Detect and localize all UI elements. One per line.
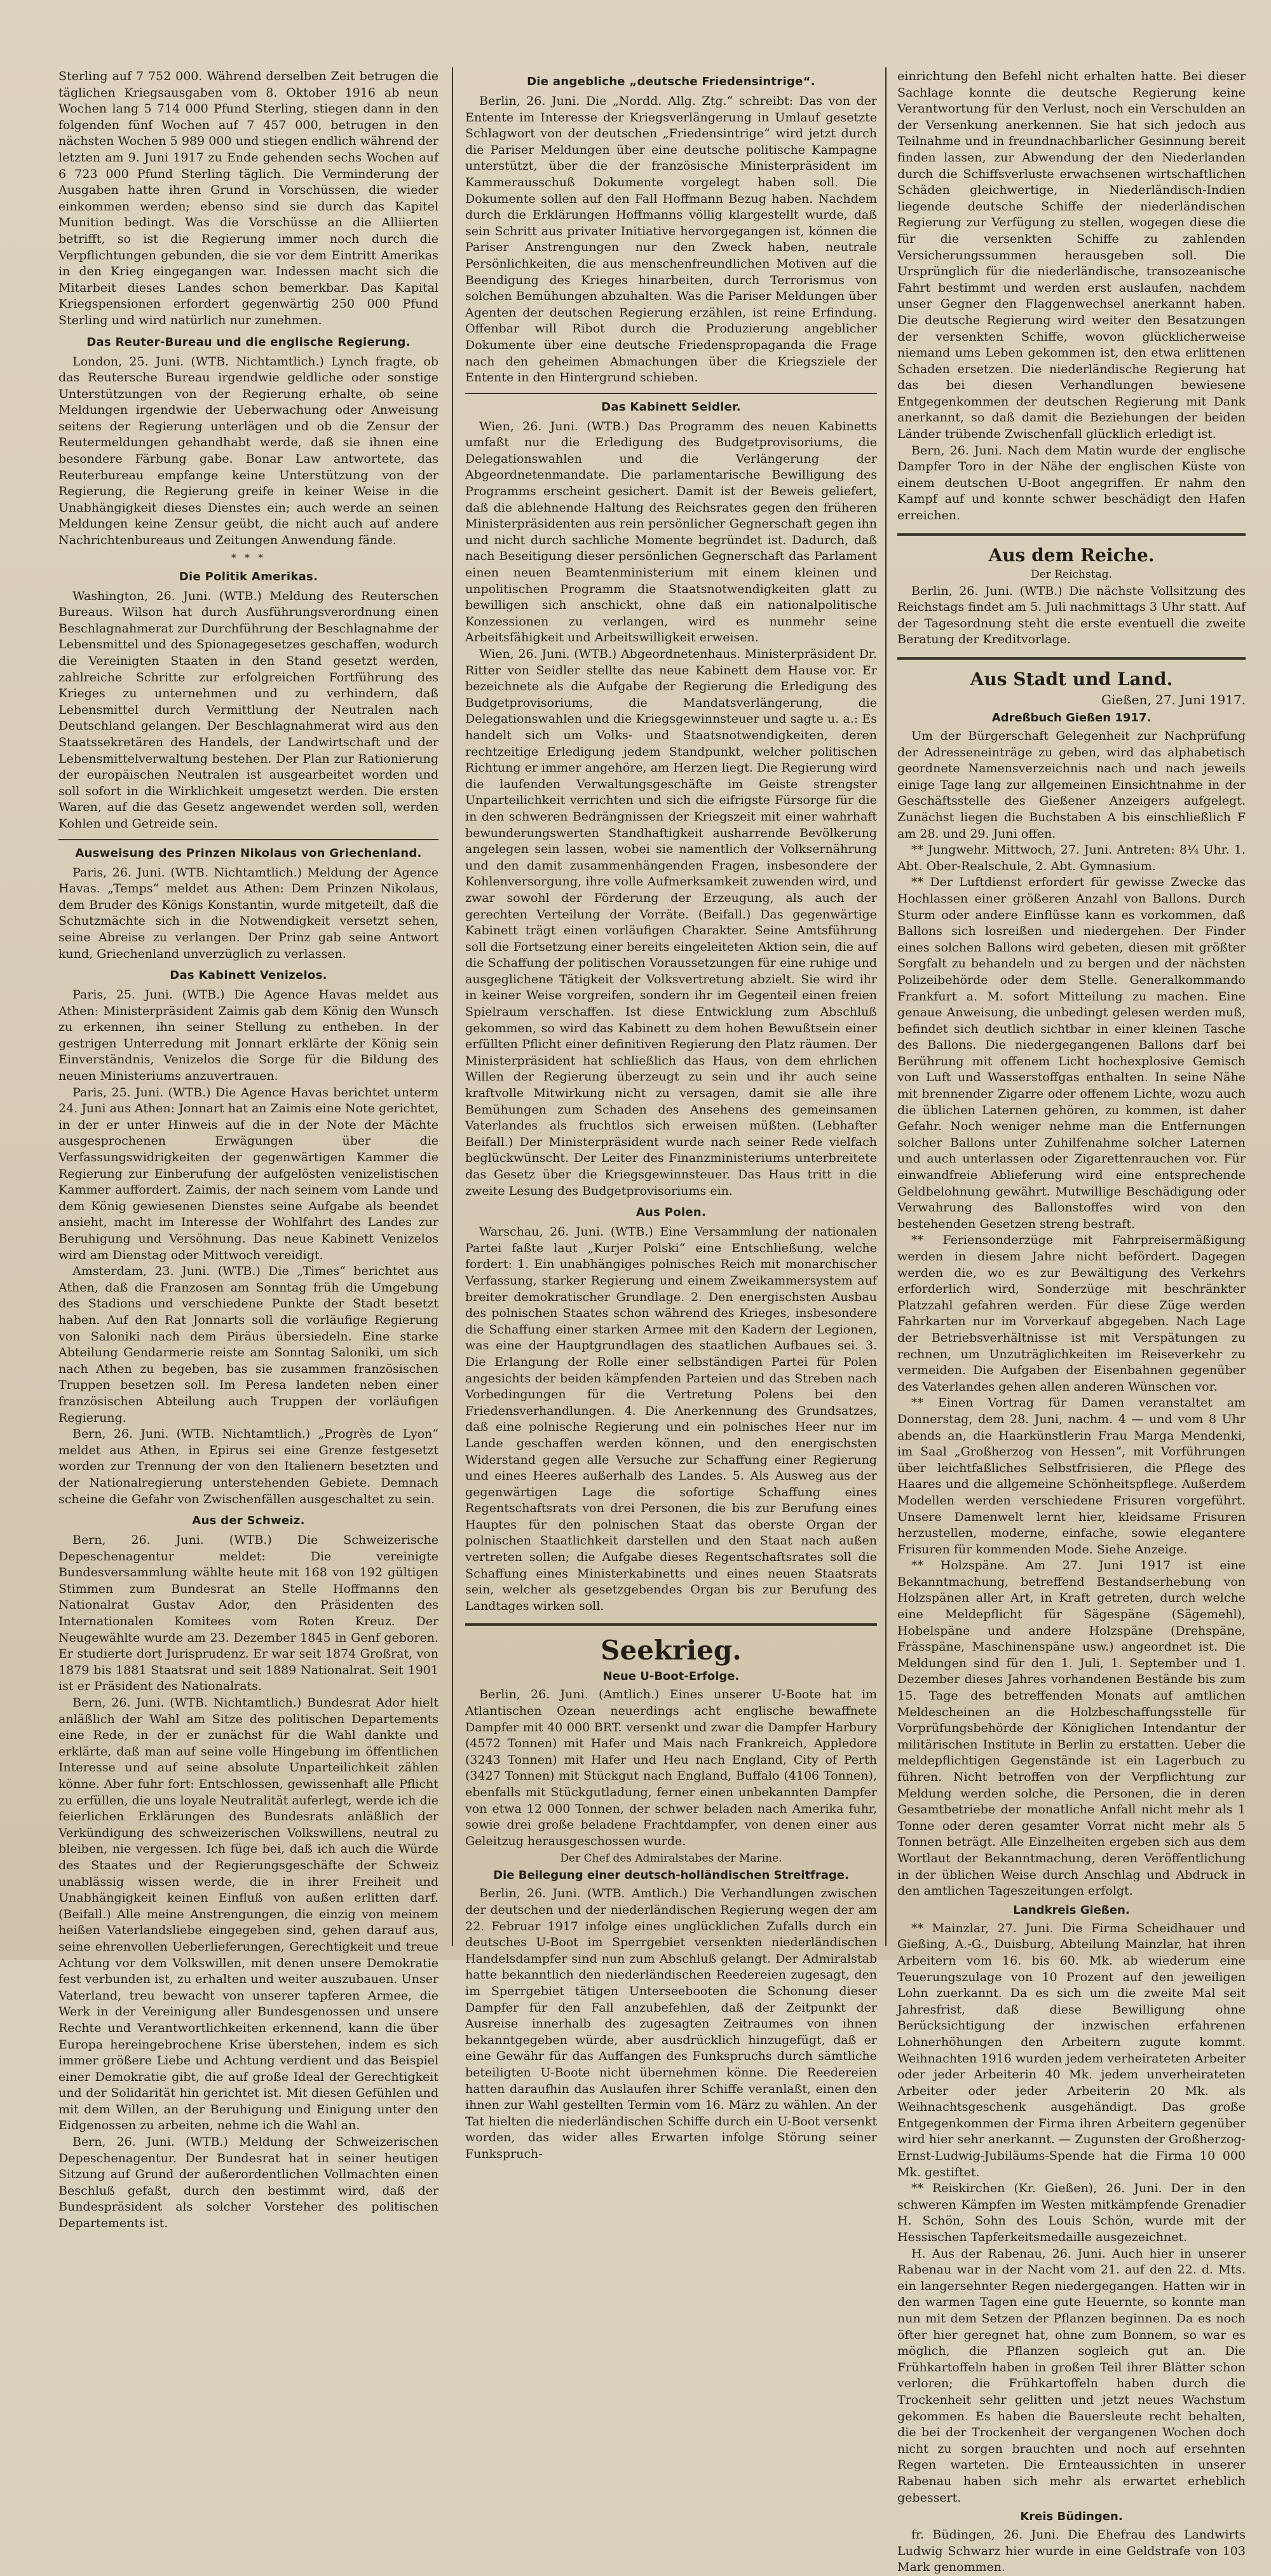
article-schweiz-3: Bern, 26. Juni. (WTB.) Meldung der Schweizerischen Depeschenagentur. Der Bundesrat hat in seiner heutigen Sitzung auf Grund der außerordentlichen Vollmachten einen Beschluß gefaßt, durch den bestimmt wird, daß der Bundespräsident als solcher Vorsteher des politischen Departements ist. xyxy=(58,2135,438,2231)
article-reichstag: Berlin, 26. Juni. (WTB.) Die nächste Vollsitzung des Reichstags findet am 5. Juli nachmittags 3 Uhr statt. Auf der Tagesordnung steht die erste eventuell die zweite Beratung der Kreditvorlage. xyxy=(897,583,1246,647)
article-reuter-bureau: London, 25. Juni. (WTB. Nichtamtlich.) Lynch fragte, ob das Reutersche Bureau irgendwie geldliche oder sonstige Unterstützungen von der Regierung erhalte, ob seine Meldungen irgendwie der Ueberwachung oder Anweisung seitens der Regierung unterlägen und ob die Zensur der Reutermeldungen gehandhabt werde, daß sie ihnen eine besondere Färbung gabe. Bonar Law antwortete, das Reuterbureau empfange keine Unterstützung von der Regierung, die Regierung greife in keiner Weise in die Unabhängigkeit dieses Dienstes ein; auch werde an seinen Meldungen keine Zensur geübt, die nicht auch auf andere Nachrichtenbureaus und Zeitungen Anwendung fände. xyxy=(58,354,438,548)
horizontal-rule-thick xyxy=(897,657,1246,660)
notice-holzspaene: ** Holzspäne. Am 27. Juni 1917 ist eine Bekanntmachung, betreffend Bestandserhebung von Holzspänen aller Art, in Kraft getreten, durch welche eine Meldepflicht für Sägespäne (Sägemehl), Hobelspäne und andere Holzspäne (Drehspäne, Frässpäne, Maschinenspäne usw.) angeordnet ist. Die Meldungen sind für den 1. Juli, 1. September und 1. Dezember dieses Jahres vorhandenen Bestände bis zum 15. Tage des betreffenden Monats auf amtlichen Meldescheinen an die Holzbeschaffungsstelle für Vorprüfungsbehörde der Königlichen Intendantur der militärischen Institute in Berlin zu erstatten. Ueber die meldepflichtigen Gegenstände ist ein Lagerbuch zu führen. Nicht betroffen von der Verpflichtung zur Meldung werden solche, die Personen, die in deren Gesamtbetriebe der monatliche Anfall nicht mehr als 1 Tonne oder deren gesamter Vorrat nicht mehr als 5 Tonnen beträgt. Alle Einzelheiten ergeben sich aus dem Wortlaut der Bekanntmachung, deren Veröffentlichung in der üblichen Weise durch Anschlag und Abdruck in den amtlichen Tageszeitungen erfolgt. xyxy=(897,1558,1246,1898)
notice-vortrag-damen: ** Einen Vortrag für Damen veranstaltet am Donnerstag, dem 28. Juni, nachm. 4 — und vom 8 Uhr abends an, die Haarkünstlerin Frau Marga Mendenki, im Saal „Großherzog von Hessen“, mit Vorführungen über leichtfaßliches Selbstfrisieren, die Pflege des Haares und die allgemeine Schönheitspflege. Außerdem Modellen werden verschiedene Frisuren vorgeführt. Unsere Damenwelt lernt hier, kleidsame Frisuren herzustellen, moderne, einfache, sowie elegantere Frisuren für kommenden Mode. Siehe Anzeige. xyxy=(897,1396,1246,1557)
heading-reuter-bureau: Das Reuter-Bureau und die englische Regierung. xyxy=(86,335,411,349)
article-seidler-2: Wien, 26. Juni. (WTB.) Abgeordnetenhaus. Ministerpräsident Dr. Ritter von Seidler stellte das neue Kabinett dem Hause vor. Er bezeichnete als die Aufgabe der Regierung die Erledigung des Budgetprovisoriums, die Mandatsverlängerung, die Delegationswahlen und die Kriegsgewinnsteuer und sagte u. a.: Es handelt sich um Volks- und Staatsnotwendigkeiten, deren rechtzeitige Erledigung jedem Standpunkt, welcher politischen Richtung er immer angehöre, am Herzen liegt. Die Regierung wird die laufenden Verwaltungsgeschäfte im Geiste strengster Unparteilichkeit verrichten und sich die eifrigste Fürsorge für die in den schweren Bedrängnissen der Kriegszeit mit einer wahrhaft bewunderungswerten Standhaftigkeit ausharrende Bevölkerung angelegen sein lassen, wobei sie namentlich der Volksernährung und den damit zusammenhängenden Fragen, insbesondere der Kohlenversorgung, ihre volle Aufmerksamkeit zuwenden wird, und zwar sowohl der Förderung der Erzeugung, als auch der gerechten Verteilung der Vorräte. (Beifall.) Das gegenwärtige Kabinett trägt einen vorläufigen Charakter. Seine Amtsführung soll die Fortsetzung einer bereits eingeleiteten Aktion sein, die auf die Schaffung der politischen Voraussetzungen für eine ruhige und ausgeglichene Tätigkeit der Volksvertretung abzielt. Sie wird ihr in keiner Weise vorgreifen, sondern ihr im Gegenteil einen freien Spielraum verschaffen. Ist diese Entwicklung zum Abschluß gekommen, so wird das Kabinett zu dem hohen Bewußtsein einer erfüllten Pflicht einer definitiven Regierung den Platz räumen. Der Ministerpräsident hat schließlich das Haus, von dem ehrlichen Willen der Regierung überzeugt zu sein und ihr auch seine kraftvolle Mitwirkung nicht zu versagen, damit sie alle ihre Bemühungen zum Schaden des Ansehens des gemeinsamen Vaterlandes als fruchtlos sich erweisen müßten. (Lebhafter Beifall.) Der Ministerpräsident wurde nach seiner Rede vielfach beglückwünscht. Der Leiter des Finanzministeriums unterbreitete das Gesetz über die Kriegsgewinnsteuer. Das Haus tritt in die zweite Lesung des Budgetprovisoriums ein. xyxy=(465,647,877,1198)
column-rule-right xyxy=(885,67,887,1946)
heading-aus-polen: Aus Polen. xyxy=(636,1206,707,1220)
notice-feriensonderzuege: ** Feriensonderzüge mit Fahrpreisermäßigung werden in diesem Jahre nicht befördert. Dagegen werden die, wo es zur Bewältigung des Verkehrs erforderlich wird, Sonderzüge mit beschränkter Platzzahl gefahren werden. Für diese Züge werden Fahrkarten nur im Vorverkauf abgegeben. Nach Lage der Betriebsverhältnisse ist mit Verspätungen zu rechnen, um Unzuträglichkeiten im Reiseverkehr zu vermeiden. Die Aufgaben der Eisenbahnen gegenüber des Vaterlandes gehen allen anderen Wünschen vor. xyxy=(897,1233,1246,1394)
article-friedensintrige: Berlin, 26. Juni. Die „Nordd. Allg. Ztg.“ schreibt: Das von der Entente im Interesse der Kriegsverlängerung in Umlauf gesetzte Schlagwort von der deutschen „Friedensintrige“ wird jetzt durch die Pariser Meldungen über eine deutsche politische Kampagne unterstützt, über die der französische Ministerpräsident im Kammerausschuß Dokumente vorgelegt haben soll. Die Dokumente sollen auf den Fall Hoffmann Bezug haben. Nachdem durch die Erklärungen Hoffmanns völlig klargestellt wurde, daß sein Schritt aus privater Initiative hervorgegangen ist, können die Pariser Anstrengungen nur den Zweck haben, neutrale Persönlichkeiten, die aus menschenfreundlichen Motiven auf die Beendigung des Krieges hinarbeiten, durch Terrorismus von solchen Bemühungen abzuhalten. Was die Pariser Meldungen über Agenten der deutschen Regierung erzählen, ist reine Erfindung. Offenbar will Ribot durch die Produzierung angeblicher Dokumente über eine deutsche Friedenspropaganda die Frage nach den geheimen Abmachungen über die Kriegsziele der Entente in den Hintergrund schieben. xyxy=(465,94,877,385)
heading-aus-dem-reiche: Aus dem Reiche. xyxy=(988,544,1155,566)
article-polen: Warschau, 26. Juni. (WTB.) Eine Versammlung der nationalen Partei faßte laut „Kurjer Polski“ eine Entschließung, welche fordert: 1. Ein unabhängiges polnisches Reich mit monarchischer Verfassung, starker Regierung und einem Zweikammersystem auf breiter demokratischer Grundlage. 2. Den energischsten Ausbau des polnischen Staates schon während des Krieges, insbesondere die Schaffung einer starken Armee mit den Kadern der Legionen, was eine der Hauptgrundlagen des staatlichen Aufbaues sei. 3. Die Erlangung der Rolle einer selbständigen Partei für Polen angesichts der beiden kämpfenden Parteien und das Streben nach Vorbedingungen für die Vertretung Polens bei den Friedensverhandlungen. 4. Die Anerkennung des Grundsatzes, daß eine polnische Regierung und ein polnisches Heer nur im Lande geschaffen werden können, und den energischsten Widerstand gegen alle Versuche zur Schaffung einer Regierung und eines Heeres außerhalb des Landes. 5. Als Ausweg aus der gegenwärtigen Lage die sofortige Schaffung eines Regentschaftsrats von drei Personen, die bis zur Berufung eines Hauptes für den polnischen Staat das oberste Organ der polnischen Staatlichkeit darstellen und den Staat nach außen vertreten sollen; die Aufgabe dieses Regentschaftsrates soll die Schaffung eines Ministerkabinetts und eines neuen Staatsrats sein, welcher als gesetzgebendes Organ bis zur Berufung des Landtages wirken soll. xyxy=(465,1225,877,1613)
notice-reiskirchen: ** Reiskirchen (Kr. Gießen), 26. Juni. Der in den schweren Kämpfen im Westen mitkämpfende Grenadier H. Schön, Sohn des Louis Schön, wurde mit der Hessischen Tapferkeitsmedaille ausgezeichnet. xyxy=(897,2181,1246,2245)
article-politik-amerikas: Washington, 26. Juni. (WTB.) Meldung des Reuterschen Bureaus. Wilson hat durch Ausführungsverordnung einen Beschlagnahmerat zur Durchführung der Beschlagnahme der Lebensmittel und des Spionagegesetzes geschaffen, wodurch die Vereinigten Staaten in den Stand gesetzt werden, zahlreiche Schritte zur erfolgreichen Fortführung des Krieges zu unternehmen und zu verhindern, daß Lebensmittel durch Vermittlung der Neutralen nach Deutschland gelangen. Der Beschlagnahmerat wird aus den Staatssekretären des Handels, der Landwirtschaft und der Lebensmittelverwaltung bestehen. Der Plan zur Rationierung der europäischen Neutralen ist ausgearbeitet worden und soll sofort in die Wirklichkeit umgesetzt werden. Die ersten Waren, auf die das Gesetz angewendet werden soll, werden Kohlen und Getreide sein. xyxy=(58,589,438,831)
article-dampfer-toro: Bern, 26. Juni. Nach dem Matin wurde der englische Dampfer Toro in der Nähe der englischen Küste von einem deutschen U-Boot angegriffen. Er nahm den Kampf auf und konnte schwer beschädigt den Hafen erreichen. xyxy=(897,443,1246,523)
notice-rabenau: H. Aus der Rabenau, 26. Juni. Auch hier in unserer Rabenau war in der Nacht vom 21. auf den 22. d. Mts. ein langersehnter Regen niedergegangen. Hatten wir in den warmen Tagen eine gute Heuernte, so konnte man nun mit dem Setzen der Pflanzen beginnen. Da es noch öfter hier geregnet hat, ohne zum Bonnem, so war es möglich, die Pflanzen sogleich gut an. Die Frühkartoffeln haben in großen Teil ihrer Blätter schon verloren; die Frühkartoffeln haben durch die Trockenheit sehr gelitten und jetzt neues Wachstum gekommen. Es haben die Bauersleute recht behalten, die bei der Trockenheit der vergangenen Wochen doch nicht zu sorgen brauchten und noch auf ersehnten Regen warteten. Die Ernteaussichten in unserer Rabenau haben sich mehr als erwartet erheblich gebessert. xyxy=(897,2246,1246,2505)
article-seidler-1: Wien, 26. Juni. (WTB.) Das Programm des neuen Kabinetts umfaßt nur die Erledigung des Budgetprovisoriums, die Delegationswahlen und die Verlängerung der Abgeordnetenmandate. Die parlamentarische Bewilligung des Programms erscheint gesichert. Damit ist der Beweis geliefert, daß die ablehnende Haltung des Reichsrates gegen den früheren Ministerpräsidenten aus rein persönlicher Gegnerschaft gegen ihn und nicht durch sachliche Momente begründet ist. Dadurch, daß nach Beseitigung dieser persönlichen Gegnerschaft das Parlament einen neuen Beamtenministerium mit einem kleinen und unpolitischen Programm die Staatsnotwendigkeiten glatt zu bewilligen sich anschickt, ohne daß ein nationalpolitische Konzessionen zu verlangen, wird es nunmehr seine Arbeitsfähigkeit und Arbeitswilligkeit erweisen. xyxy=(465,419,877,645)
heading-aus-der-schweiz: Aus der Schweiz. xyxy=(192,1514,305,1528)
subheading-reichstag: Der Reichstag. xyxy=(1031,568,1112,581)
horizontal-rule-thick xyxy=(897,533,1246,536)
subheading-kreis-buedingen: Kreis Büdingen. xyxy=(1020,2510,1123,2524)
heading-prinz-nikolaus: Ausweisung des Prinzen Nikolaus von Griechenland. xyxy=(75,846,422,860)
column-rule-left xyxy=(452,67,453,1946)
heading-friedensintrige: Die angebliche „deutsche Friedensintrige“. xyxy=(527,75,815,88)
article-prinz-nikolaus: Paris, 26. Juni. (WTB. Nichtamtlich.) Meldung der Agence Havas. „Temps“ meldet aus Athen: Dem Prinzen Nikolaus, dem Bruder des Königs Konstantin, wurde mitgeteilt, daß die Schutzmächte sich in die Notwendigkeit versetzt sehen, seine Abreise zu verlangen. Der Prinz gab seine Antwort kund, Griechenland unverzüglich zu verlassen. xyxy=(58,865,438,961)
article-venizelos-1: Paris, 25. Juni. (WTB.) Die Agence Havas meldet aus Athen: Ministerpräsident Zaimis gab dem König den Wunsch zu erkennen, ihn seiner Stellung zu entheben. In der gestrigen Unterredung mit Jonnart erklärte der König sein Einverständnis, Venizelos die Sorge für die Bildung des neuen Ministeriums anzuvertrauen. xyxy=(58,988,438,1084)
article-adressbuch: Um der Bürgerschaft Gelegenheit zur Nachprüfung der Adresseneinträge zu geben, wird das alphabetisch geordnete Namensverzeichnis nach und nach jeweils einige Tage lang zur allgemeinen Einsichtnahme in der Geschäftsstelle des Gießener Anzeigers aufgelegt. Zunächst liegen die Buchstaben A bis einschließlich F am 28. und 29. Juni offen. xyxy=(897,729,1246,841)
column-3 xyxy=(897,69,1246,2575)
heading-aus-stadt-und-land: Aus Stadt und Land. xyxy=(970,669,1173,690)
article-war-expenses-continued: Sterling auf 7 752 000. Während derselben Zeit betrugen die täglichen Kriegsausgaben vom 8. Oktober 1916 ab neun Wochen lang 5 714 000 Pfund Sterling, stiegen dann in den folgenden fünf Wochen auf 7 457 000, betrugen in den nächsten Wochen 5 989 000 und stiegen endlich während der letzten am 9. Juni 1917 zu Ende gehenden sechs Wochen auf 6 723 000 Pfund Sterling täglich. Die Verminderung der Ausgaben hatte ihren Grund in Vorschüssen, die wieder einkommen werden; ebenso sind sie durch das Kapitel Munition bedingt. Was die Vorschüsse an die Alliierten betrifft, so ist die Regierung immer noch durch die Verpflichtungen gebunden, die sie vor dem Eintritt Amerikas in den Krieg eingegangen war. Indessen macht sich die Mitarbeit dieses Landes schon bemerkbar. Das Kapital Kriegspensionen erfordert gegenwärtig 250 000 Pfund Sterling und wird natürlich nur zunehmen. xyxy=(58,69,438,327)
subheading-landkreis-giessen: Landkreis Gießen. xyxy=(1013,1903,1130,1917)
notice-jungwehr: ** Jungwehr. Mittwoch, 27. Juni. Antreten: 8¼ Uhr. 1. Abt. Ober-Realschule, 2. Abt. Gymnasium. xyxy=(897,843,1246,873)
dateline-giessen: Gießen, 27. Juni 1917. xyxy=(1101,692,1246,707)
notice-luftdienst: ** Der Luftdienst erfordert für gewisse Zwecke das Hochlassen einer größeren Anzahl von Ballons. Durch Sturm oder andere Einflüsse kann es vorkommen, daß Ballons sich losreißen und niedergehen. Der Finder eines solchen Ballons wird gebeten, diesen mit größter Sorgfalt zu behandeln und zu bergen und der nächsten Polizeibehörde oder dem Stelle. Generalkommando Frankfurt a. M. sofort Mitteilung zu machen. Eine genaue Anweisung, die unbedingt gelesen werden muß, befindet sich deutlich sichtbar in einer kleinen Tasche des Ballons. Die niedergegangenen Ballons darf bei Berührung mit offenem Licht hochexplosive Gemisch von Luft und Wasserstoffgas enthalten. In seine Nähe mit brennender Zigarre oder offenem Lichte, wozu auch die üblichen Laternen gehören, zu kommen, ist daher Gefahr. Noch weniger nehme man die Entfernungen solcher Ballons unter Zuhilfenahme solcher Laternen und auch unterlassen oder Zigarettenrauchen vor. Für einwandfreie Ablieferung wird eine entsprechende Geldbelohnung gewährt. Mutwillige Beschädigung oder Verwahrung des Ballonstoffes wird von den bestehenden Gesetzen streng bestraft. xyxy=(897,875,1246,1231)
article-streitfrage: Berlin, 26. Juni. (WTB. Amtlich.) Die Verhandlungen zwischen der deutschen und der niederländischen Regierung wegen der am 22. Februar 1917 infolge eines unglücklichen Zufalls durch ein deutsches U-Boot im Sperrgebiet versenkten niederländischen Handelsdampfer sind nun zum Abschluß gelangt. Der Admiralstab hatte bekanntlich den niederländischen Reedereien zugesagt, den im Sperrgebiet tätigen Unterseebooten die Schonung dieser Dampfer für den Fall anzubefehlen, daß der Zeitpunkt der Ausreise innerhalb des zugesagten Zeitraumes von ihnen bekanntgegeben würde, aber ausdrücklich hinzugefügt, daß er eine Gewähr für das Auffangen des Funkspruchs durch sämtliche beteiligten U-Boote nicht übernehmen könne. Die Reedereien hatten daraufhin das Auslaufen ihrer Schiffe veranlaßt, einen den ihnen zur Wahl gestellten Termin vom 16. März zu wählen. An der Tat hielten die niederländischen Schiffe durch ein U-Boot versenkt worden, das wider alles Erwarten infolge Störung seiner Funkspruch- xyxy=(465,1886,877,2161)
horizontal-rule xyxy=(465,393,877,394)
notice-mainzlar: ** Mainzlar, 27. Juni. Die Firma Scheidhauer und Gießing, A.-G., Duisburg, Abteilung Mainzlar, hat ihren Arbeitern vom 16. bis 60. Mk. ab wiederum eine Teuerungszulage von 10 Prozent auf den jeweiligen Lohn zuerkannt. Da es sich um die zweite Mal seit Jahresfrist, daß diese Bewilligung ohne Berücksichtigung der inzwischen erfahrenen Lohnerhöhungen den Arbeitern zugute kommt. Weihnachten 1916 wurden jedem verheirateten Arbeiter oder jeder Arbeiterin 40 Mk. jedem unverheirateten Arbeiter oder jeder Arbeiterin 20 Mk. als Weihnachtsgeschenk ausgehändigt. Das große Entgegenkommen der Firma ihren Arbeitern gegenüber wird hier sehr anerkannt. — Zugunsten der Großherzog-Ernst-Ludwig-Jubiläums-Spende hat die Firma 10 000 Mk. gestiftet. xyxy=(897,1921,1246,2179)
article-streitfrage-continued: einrichtung den Befehl nicht erhalten hatte. Bei dieser Sachlage konnte die deutsche Regierung keine Verantwortung für den Verlust, noch ein Verschulden an der Versenkung anerkennen. Sie hat sich jedoch aus Teilnahme und in freundnachbarlicher Gesinnung bereit finden lassen, zur Abwendung der den Niederlanden durch die Schiffsverluste erwachsenen wirtschaftlichen Schäden gleichwertige, in Niederländisch-Indien liegende deutsche Schiffe der niederländischen Regierung zur Verfügung zu stellen, wogegen diese die für die versenkten Schiffe zu zahlenden Versicherungssummen herausgeben soll. Die Ursprünglich für die niederländische, transozeanische Fahrt bestimmt und werden erst auslaufen, nachdem unser Gegner den Flaggenwechsel anerkannt haben. Die deutsche Regierung wird weiter den Besatzungen der versenkten Schiffe, wovon glücklicherweise niemand ums Leben gekommen ist, den etwa erlittenen Schaden ersetzen. Die niederländische Regierung hat das bei diesen Verhandlungen bewiesene Entgegenkommen der deutschen Regierung mit Dank anerkannt, so daß damit die Beziehungen der beiden Länder trübende Zwischenfall glücklich erledigt ist. xyxy=(897,69,1246,442)
heading-kabinett-venizelos: Das Kabinett Venizelos. xyxy=(170,969,327,983)
article-u-boot-erfolge: Berlin, 26. Juni. (Amtlich.) Eines unserer U-Boote hat im Atlantischen Ozean neuerdings acht englische bewaffnete Dampfer mit 40 000 BRT. versenkt und zwar die Dampfer Harbury (4572 Tonnen) mit Hafer und Mais nach Frankreich, Appledore (3243 Tonnen) mit Hafer und Heu nach England, City of Perth (3427 Tonnen) mit Stückgut nach England, Buffalo (4106 Tonnen), ebenfalls mit Stückgutladung, ferner einen unbekannten Dampfer von etwa 12 000 Tonnen, der schwer beladen nach Amerika fuhr, sowie drei große beladene Frachtdampfer, von denen einer aus Geleitzug herausgeschossen wurde. xyxy=(465,1687,877,1848)
horizontal-rule-thick xyxy=(465,1623,877,1626)
subheading-streitfrage: Die Beilegung einer deutsch-holländischen Streitfrage. xyxy=(493,1869,849,1883)
subheading-u-boot-erfolge: Neue U-Boot-Erfolge. xyxy=(602,1670,740,1684)
notice-buedingen: fr. Büdingen, 26. Juni. Die Ehefrau des Landwirts Ludwig Schwarz hier wurde in eine Geldstrafe von 103 Mark genommen. xyxy=(897,2528,1246,2575)
heading-politik-amerikas: Die Politik Amerikas. xyxy=(179,569,318,583)
separator: * * * xyxy=(231,551,266,564)
article-venizelos-2: Paris, 25. Juni. (WTB.) Die Agence Havas berichtet unterm 24. Juni aus Athen: Jonnart hat an Zaimis eine Note gerichtet, in der er unter Hinweis auf die in der Note der Mächte ausgesprochenen Erwägungen über die Verfassungswidrigkeiten der gegenwärtigen Kammer die Regierung zur Einberufung der aufgelösten venizelistischen Kammer auffordert. Zaimis, der nach seinem vom Lande und dem König gewiesenen Dienstes seine Aufgabe als beendet ansieht, macht im Interesse der Wohlfahrt des Landes zur Beruhigung und Versöhnung. Das neue Kabinett Venizelos wird am Dienstag oder Mittwoch vereidigt. xyxy=(58,1085,438,1262)
horizontal-rule xyxy=(58,839,438,840)
heading-seekrieg: Seekrieg. xyxy=(601,1635,742,1666)
article-schweiz-1: Bern, 26. Juni. (WTB.) Die Schweizerische Depeschenagentur meldet: Die vereinigte Bundesversammlung wählte heute mit 168 von 192 gültigen Stimmen zum Bundesrat an Stelle Hoffmanns den Nationalrat Gustav Ador, den Präsidenten des Internationalen Komitees vom Roten Kreuz. Der Neugewählte wurde am 23. Dezember 1845 in Genf geboren. Er studierte dort Jurisprudenz. Er war seit 1874 Großrat, von 1879 bis 1881 Staatsrat und seit 1889 Nationalrat. Seit 1901 ist er Präsident des Nationalrats. xyxy=(58,1533,438,1694)
heading-kabinett-seidler: Das Kabinett Seidler. xyxy=(601,400,741,414)
column-2 xyxy=(465,69,877,2161)
article-schweiz-2: Bern, 26. Juni. (WTB. Nichtamtlich.) Bundesrat Ador hielt anläßlich der Wahl am Sitze des politischen Departements eine Rede, in der er zunächst für die Wahl dankte und erklärte, daß man auf seine volle Hingebung im öffentlichen Interesse und auf seine absolute Unparteilichkeit zählen könne. Aber fuhr fort: Entschlossen, gewissenhaft alle Pflicht zu erfüllen, die uns loyale Neutralität auferlegt, werde ich die feierlichen Erklärungen des Bundesrats anläßlich der Verkündigung des schweizerischen Volkswillens, neutral zu bleiben, nie vergessen. Ich füge bei, daß ich auch die Würde des Staates und der Regierungsgeschäfte der Schweiz unablässig wissen werde, die in ihrer Freiheit und Unabhängigkeit keinen Einfluß von außen erlitten darf. (Beifall.) Alle meine Anstrengungen, die einzig von meinem heißen Vaterlandsliebe eingegeben sind, gehen darauf aus, seine ehrenvollen Ueberlieferungen, Gerechtigkeit und treue Achtung vor dem Volkswillen, mit denen unsere Demokratie fest verbunden ist, zu erhalten und weiter auszubauen. Unser Vaterland, treu bewacht von unserer tapferen Armee, die Werk in der Vereinigung aller Bundesgenossen und unsere Rechte und Verantwortlichkeiten erkennend, kann die über Europa hereingebrochene Krise überstehen, indem es sich immer größere Liebe und Achtung verdient und das Beispiel einer Demokratie gibt, die auf große Ideal der Gerechtigkeit und der Solidarität hin gerichtet ist. Mit diesen Gefühlen und mit dem Willen, an der Beruhigung und Einigung unter den Eidgenossen zu arbeiten, nehme ich die Wahl an. xyxy=(58,1696,438,2133)
article-venizelos-3: Amsterdam, 23. Juni. (WTB.) Die „Times“ berichtet aus Athen, daß die Franzosen am Sonntag früh die Umgebung des Stadions und verschiedene Punkte der Stadt besetzt haben. Auf den Rat Jonnarts soll die vorläufige Regierung von Saloniki nach dem Piräus übersiedeln. Eine starke Abteilung Gendarmerie reiste am Sonntag Saloniki, um sich nach Athen zu begeben, bas sie zusammen französischen Truppen besetzen soll. Im Peresa landeten neben einer französischen Abteilung auch Truppen der vorläufigen Regierung. xyxy=(58,1264,438,1425)
signature-admiralstab: Der Chef des Admiralstabes der Marine. xyxy=(560,1852,782,1865)
column-1 xyxy=(58,69,438,2231)
subheading-adressbuch: Adreßbuch Gießen 1917. xyxy=(991,711,1152,725)
article-venizelos-4: Bern, 26. Juni. (WTB. Nichtamtlich.) „Progrès de Lyon“ meldet aus Athen, in Epirus sei eine Grenze festgesetzt worden zur Trennung der von den Italienern besetzten und der Nationalregierung unterstehenden Gebiete. Demnach scheine die Gefahr von Zwischenfällen ausgeschaltet zu sein. xyxy=(58,1427,438,1506)
